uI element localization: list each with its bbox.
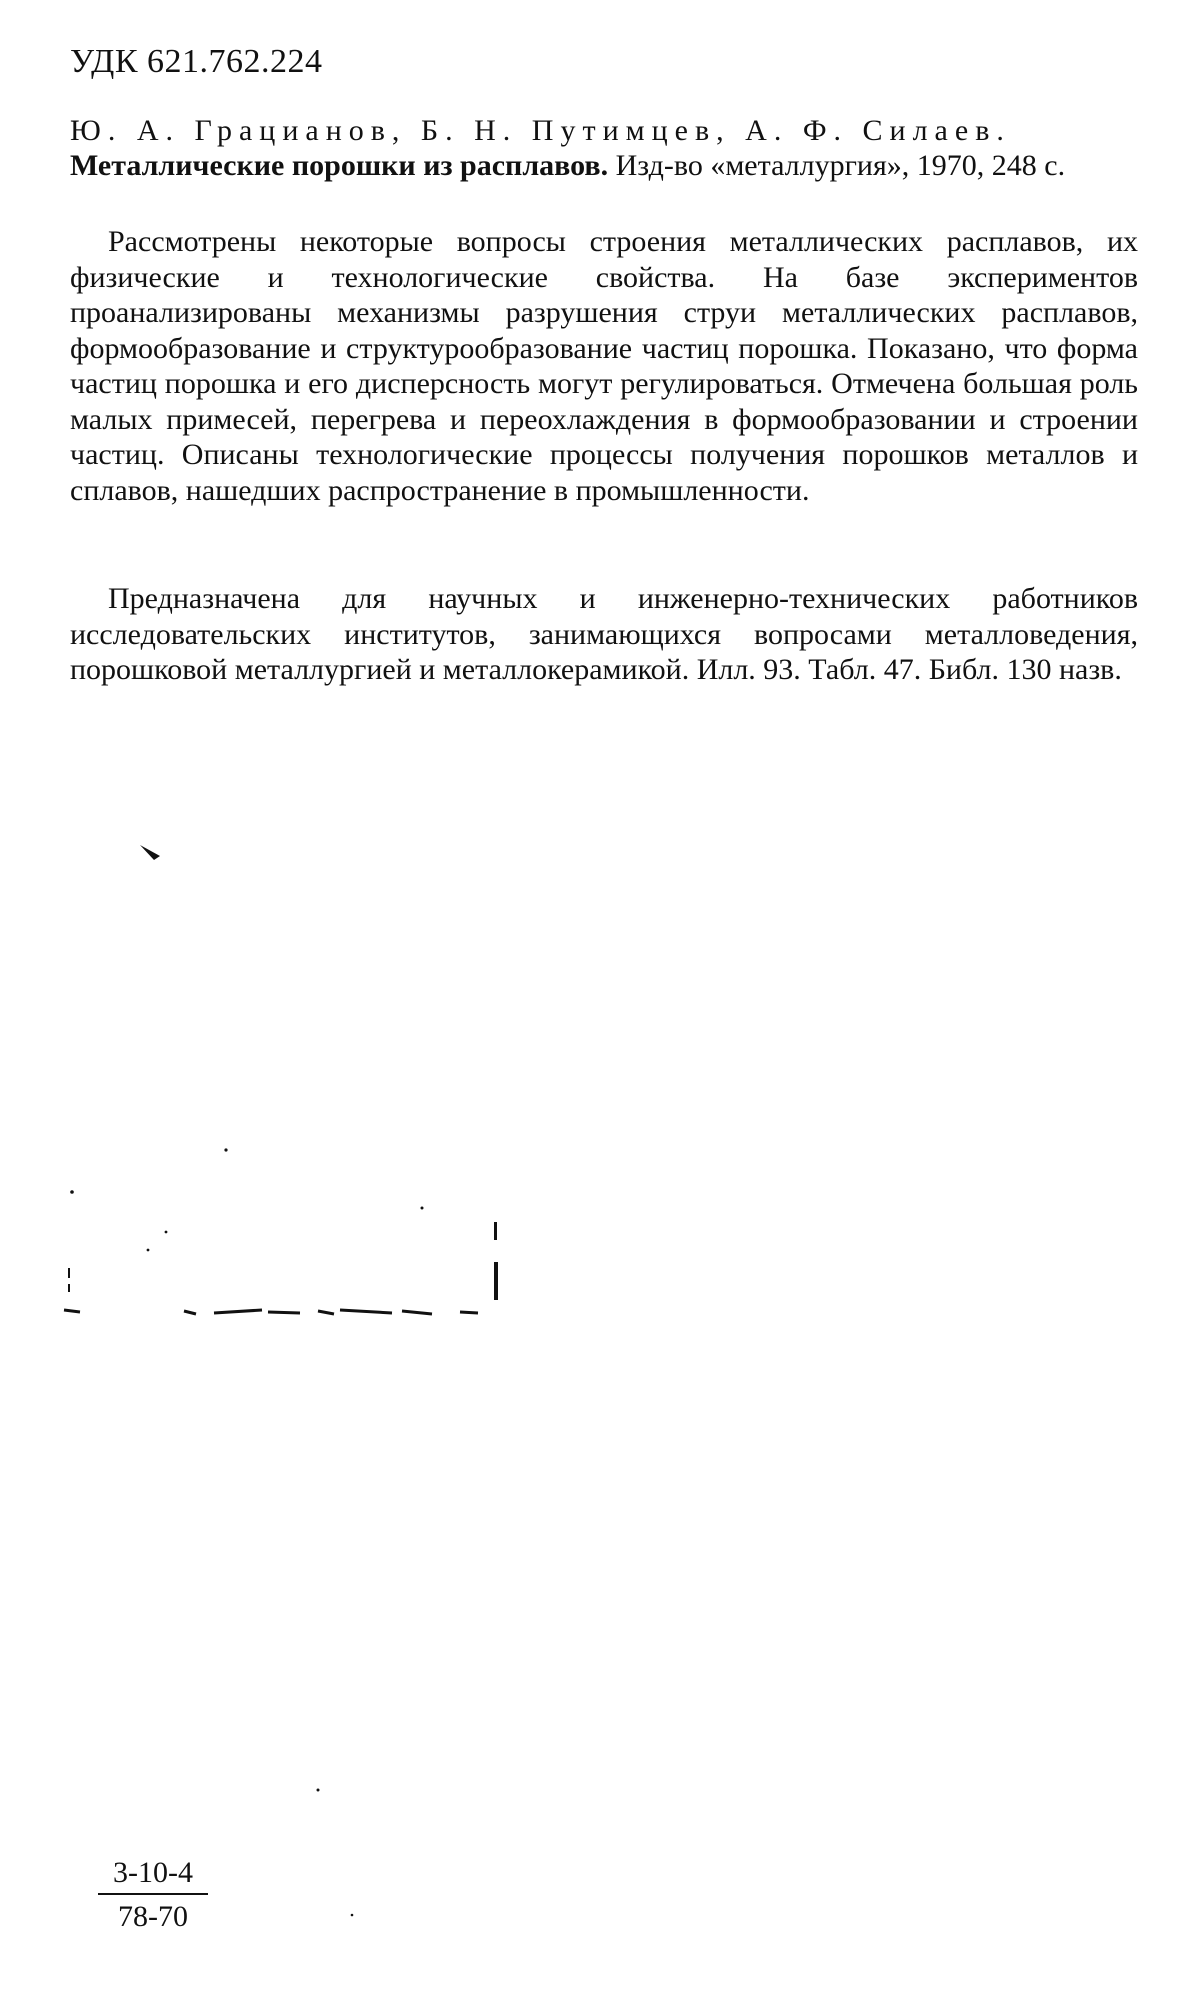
scan-speck (351, 1914, 354, 1917)
index-code-denominator: 78-70 (118, 1900, 188, 1933)
scan-speck (68, 1284, 70, 1292)
abstract-paragraph: Рассмотрены некоторые вопросы строения металлических расплавов, их физические и технологические свойства. На базе экспериментов проанализированы механизмы разрушения струи металлических расплавов, формообразование и структурообразование частиц порошка. Показано, что форма частиц порошка и его дисперсность могут регулироваться. Отмечена большая роль малых примесей, перегрева и переохлаждения в формообразовании и строении частиц. Описаны технологические процессы получения порошков металлов и сплавов, нашедших распространение в промышленности. (70, 225, 1138, 507)
authors-line: Ю. А. Грацианов, Б. Н. Путимцев, А. Ф. Силаев. (70, 114, 1011, 147)
scan-speck (317, 1789, 320, 1792)
scan-speck (147, 1249, 150, 1252)
scan-speck (494, 1222, 497, 1240)
scan-speck (165, 1231, 168, 1234)
scan-speck (494, 1262, 498, 1300)
scan-speck (421, 1207, 424, 1210)
scan-speck-arrow (140, 845, 160, 860)
index-code-numerator: 3-10-4 (113, 1856, 193, 1889)
book-title: Металлические порошки из расплавов. (70, 149, 609, 182)
scan-speck-smudge (64, 1310, 478, 1314)
udk-classification: УДК 621.762.224 (70, 43, 323, 80)
scan-speck (70, 1190, 74, 1194)
audience-paragraph: Предназначена для научных и инженерно-технических работников исследовательских институтов, занимающихся вопросами металловедения, порошковой металлургией и металлокерамикой. Илл. 93. Табл. 47. Библ. 130 назв. (70, 582, 1138, 686)
publisher-info: Изд-во «металлургия», 1970, 248 с. (615, 149, 1066, 182)
scan-speck (68, 1268, 70, 1278)
scan-speck (224, 1148, 227, 1151)
